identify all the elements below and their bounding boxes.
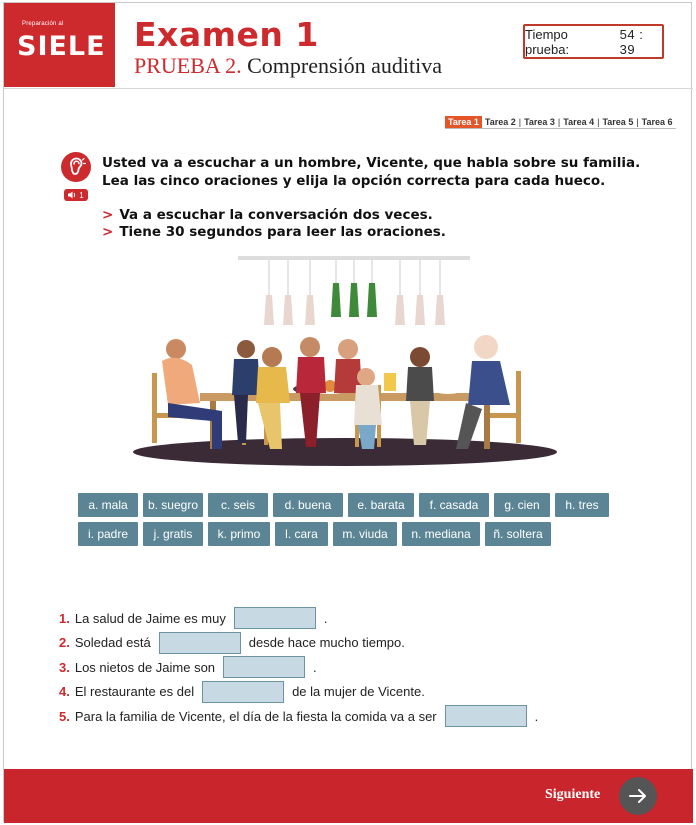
timer-value: 54 : 39 — [619, 26, 644, 57]
option-g[interactable]: g. cien — [494, 493, 550, 517]
answer-blank-3[interactable] — [223, 656, 305, 678]
subtitle-text: Comprensión auditiva — [247, 53, 443, 78]
instruction-line-1: Usted va a escuchar a un hombre, Vicente, que habla sobre su familia. — [102, 155, 641, 171]
timer-label: Tiempo prueba: — [525, 26, 570, 57]
instruction-line-2: Lea las cinco oraciones y elija la opción correcta para cada hueco. — [102, 173, 606, 189]
audio-count-value: 1 — [79, 190, 84, 200]
exam-window — [3, 2, 692, 822]
answer-blank-1[interactable] — [234, 607, 316, 629]
tab-separator: | — [597, 116, 600, 127]
tab-tarea-5[interactable]: Tarea 5 — [602, 116, 634, 127]
option-d[interactable]: d. buena — [273, 493, 343, 517]
option-c[interactable]: c. seis — [208, 493, 268, 517]
option-k[interactable]: k. primo — [208, 522, 270, 546]
question-text-before: Soledad está — [74, 635, 151, 651]
bullet-arrow-icon: > — [102, 207, 114, 223]
speaker-icon — [68, 191, 77, 199]
ear-icon[interactable] — [61, 152, 91, 182]
question-text-after: . — [323, 610, 328, 626]
bullet-item — [102, 224, 446, 241]
option-a[interactable]: a. mala — [78, 493, 138, 517]
tab-tarea-3[interactable]: Tarea 3 — [524, 116, 555, 127]
option-f[interactable]: f. casada — [419, 493, 489, 517]
next-button[interactable] — [619, 777, 657, 815]
ear-glyph — [66, 157, 86, 177]
instruction-bullets — [102, 207, 446, 241]
tab-separator: | — [557, 116, 561, 127]
question-text-after: de la mujer de Vicente. — [292, 684, 425, 700]
option-j[interactable]: j. gratis — [143, 522, 203, 546]
tab-tarea-4[interactable]: Tarea 4 — [563, 116, 595, 127]
question-4 — [59, 680, 538, 705]
page-title: Examen 1 — [134, 15, 319, 54]
question-text-before: Los nietos de Jaime son — [74, 659, 216, 675]
option-m[interactable]: m. viuda — [333, 522, 397, 546]
option-e[interactable]: e. barata — [348, 493, 414, 517]
option-b[interactable]: b. suegro — [143, 493, 203, 517]
question-text-after: . — [534, 708, 539, 724]
options-row-2 — [78, 522, 618, 546]
siele-logo — [4, 3, 115, 87]
bullet-text: Va a escuchar la conversación dos veces. — [119, 207, 433, 223]
tab-separator: | — [636, 116, 639, 127]
option-h[interactable]: h. tres — [555, 493, 609, 517]
question-1 — [59, 606, 538, 631]
question-number: 5. — [59, 708, 70, 724]
tab-tarea-2[interactable]: Tarea 2 — [484, 116, 516, 127]
bullet-arrow-icon: > — [102, 224, 114, 240]
bullet-item — [102, 207, 446, 224]
test-timer — [523, 24, 664, 59]
question-text-after: . — [313, 659, 317, 675]
logo-small-text: Preparación al — [22, 21, 64, 27]
answer-blank-4[interactable] — [202, 681, 284, 703]
question-number: 1. — [59, 610, 70, 626]
answer-options — [78, 493, 618, 551]
option-n[interactable]: n. mediana — [402, 522, 480, 546]
family-dinner-illustration — [130, 253, 560, 471]
tab-tarea-1[interactable]: Tarea 1 — [445, 116, 482, 128]
option-l[interactable]: l. cara — [275, 522, 328, 546]
question-text-before: El restaurante es del — [74, 684, 195, 700]
next-label[interactable]: Siguiente — [545, 787, 601, 802]
logo-text: SIELE — [17, 31, 106, 62]
option-n-tilde[interactable]: ñ. soltera — [485, 522, 551, 546]
answer-blank-2[interactable] — [159, 632, 241, 654]
arrow-right-icon — [628, 788, 648, 804]
instructions — [102, 154, 640, 190]
question-3 — [59, 655, 538, 680]
question-list — [59, 606, 538, 729]
tab-tarea-6[interactable]: Tarea 6 — [641, 116, 673, 127]
subtitle-prefix: PRUEBA 2. — [134, 53, 242, 78]
audio-play-count — [64, 189, 88, 201]
question-number: 2. — [59, 635, 70, 651]
question-text-after: desde hace mucho tiempo. — [248, 635, 405, 651]
footer-bar — [4, 769, 693, 823]
options-row-1 — [78, 493, 618, 517]
tab-separator: | — [518, 116, 522, 127]
page-subtitle — [134, 53, 442, 79]
question-number: 4. — [59, 684, 70, 700]
question-5 — [59, 704, 538, 729]
question-text-before: La salud de Jaime es muy — [74, 610, 226, 626]
task-tabs — [445, 115, 676, 129]
question-2 — [59, 631, 538, 656]
question-text-before: Para la familia de Vicente, el día de la fiesta la comida va a ser — [74, 708, 437, 724]
bullet-text: Tiene 30 segundos para leer las oraciones. — [119, 224, 446, 240]
header — [4, 3, 693, 89]
option-i[interactable]: i. padre — [78, 522, 138, 546]
answer-blank-5[interactable] — [445, 705, 527, 727]
question-number: 3. — [59, 659, 70, 675]
